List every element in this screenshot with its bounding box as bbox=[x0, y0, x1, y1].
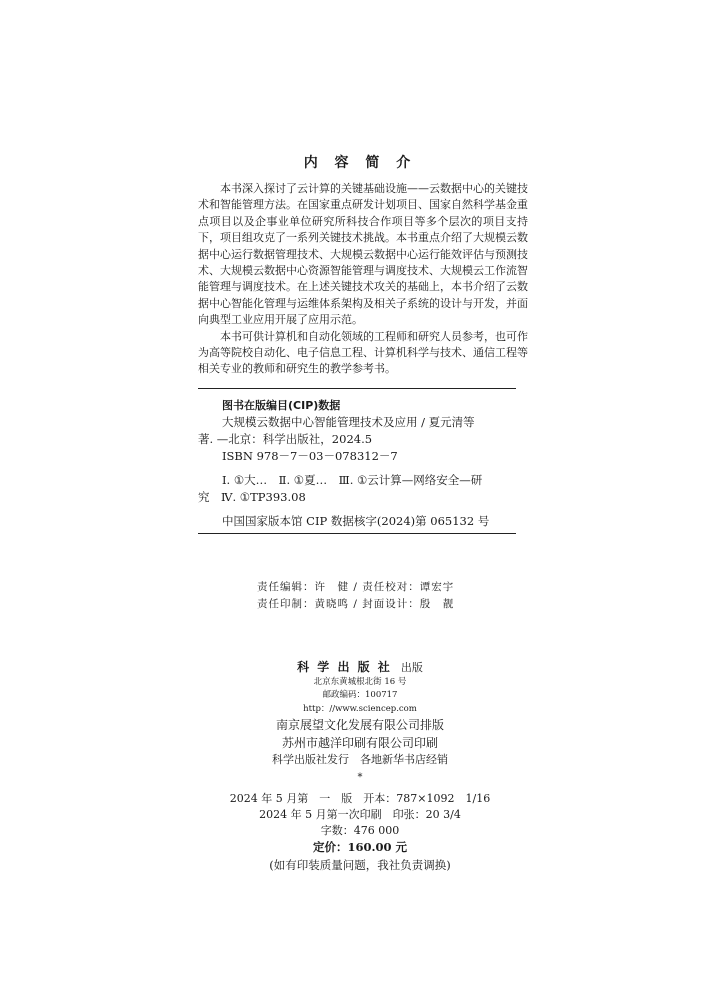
cip-bottom-rule bbox=[198, 533, 516, 534]
cip-top-rule bbox=[198, 388, 516, 389]
publisher-block bbox=[0, 656, 720, 675]
printing-line: 2024 年 5 月第一次印刷 印张：20 3/4 bbox=[259, 808, 461, 821]
edition-line: 2024 年 5 月第 一 版 开本：787×1092 1/16 bbox=[229, 792, 491, 805]
price: 定价：160.00 元 bbox=[312, 840, 407, 854]
cip-title-line: 大规模云数据中心智能管理技术及应用 / 夏元清等 bbox=[222, 415, 475, 429]
cip-class-line-2: 究 Ⅳ. ①TP393.08 bbox=[198, 490, 306, 504]
cip-verify-number: 中国国家版本馆 CIP 数据核字(2024)第 065132 号 bbox=[222, 514, 490, 528]
cip-class-line-1: Ⅰ. ①大… Ⅱ. ①夏… Ⅲ. ①云计算—网络安全—研 bbox=[222, 473, 483, 487]
summary-title: 内 容 简 介 bbox=[303, 155, 417, 171]
printer: 苏州市越洋印刷有限公司印刷 bbox=[281, 736, 438, 750]
distribution: 科学出版社发行 各地新华书店经销 bbox=[272, 753, 448, 766]
publisher-suffix: 出版 bbox=[400, 661, 423, 674]
summary-body bbox=[198, 181, 528, 378]
publisher-url: http：//www.sciencep.com bbox=[303, 704, 417, 714]
cip-heading: 图书在版编目(CIP)数据 bbox=[222, 399, 341, 412]
publisher-postcode: 邮政编码：100717 bbox=[322, 690, 398, 700]
credits-print-line: 责任印制：黄晓鸣 / 封面设计：殷 靓 bbox=[257, 598, 455, 610]
credits-editor-line: 责任编辑：许 健 / 责任校对：谭宏宇 bbox=[257, 581, 455, 593]
cip-publisher-line: 著. —北京：科学出版社，2024.5 bbox=[198, 432, 373, 446]
word-count: 字数：476 000 bbox=[320, 824, 400, 837]
typesetter: 南京展望文化发展有限公司排版 bbox=[275, 718, 444, 732]
summary-paragraph-2: 本书可供计算机和自动化领域的工程师和研究人员参考，也可作为高等院校自动化、电子信息工程、计算机科学与技术、通信工程等相关专业的教师和研究生的教学参考书。 bbox=[198, 329, 528, 376]
cip-isbn: ISBN 978－7－03－078312－7 bbox=[222, 449, 398, 463]
publisher-address: 北京东黄城根北街 16 号 bbox=[313, 677, 407, 687]
quality-notice: (如有印装质量问题，我社负责调换) bbox=[269, 858, 451, 872]
publisher-logo-name: 科 学 出 版 社 bbox=[297, 660, 392, 674]
separator-star: * bbox=[357, 772, 363, 783]
summary-paragraph-1: 本书深入探讨了云计算的关键基础设施——云数据中心的关键技术和智能管理方法。在国家重点研发计划项目、国家自然科学基金重点项目以及企事业单位研究所科技合作项目等多个层次的项目支持下，项目组攻克了一系列关键技术挑战。本书重点介绍了大规模云数据中心运行数据管理技术、大规模云数据中心运行能效评估与预测技术、大规模云数据中心资源智能管理与调度技术、大规模云工作流智能管理与调度技术。在上述关键技术攻关的基础上，本书介绍了云数据中心智能化管理与运维体系架构及相关子系统的设计与开发，并面向典型工业应用开展了应用示范。 bbox=[198, 182, 528, 327]
